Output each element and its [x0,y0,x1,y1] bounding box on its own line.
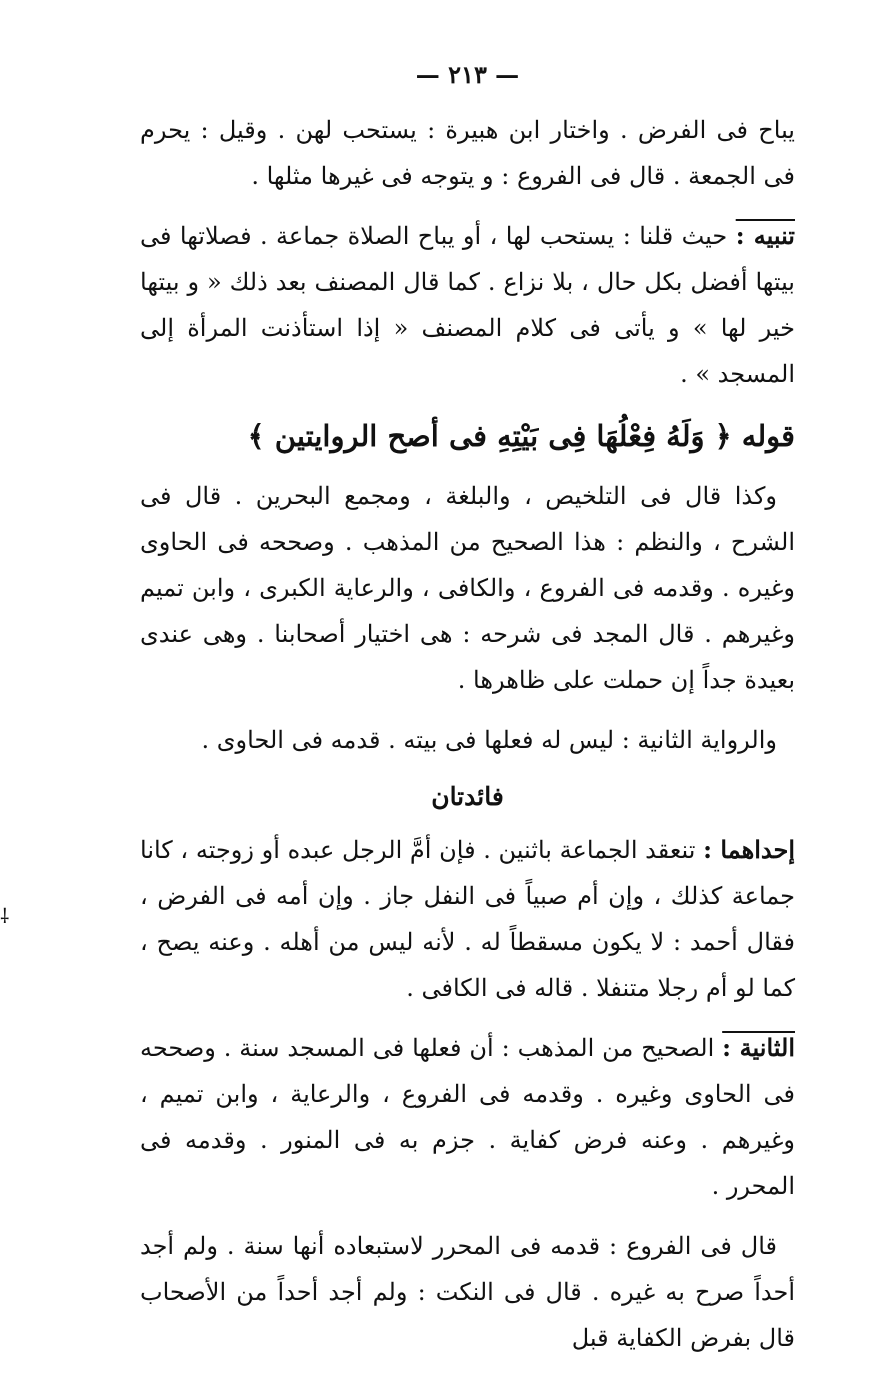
page-number: — ٢١٣ — [415,60,520,89]
paragraph-7: قال فى الفروع : قدمه فى المحرر لاستبعاده أنها سنة . ولم أجد أحداً صرح به غيره . قال فى النكت : ولم أجد أحداً من الأصحاب قال بفرض الكفاية قبل [140,1232,795,1352]
heading-prefix: قوله [741,419,795,453]
first-benefit-label: إحداهما : [703,835,795,864]
paragraph-6-text: الصحيح من المذهب : أن فعلها فى المسجد سنة . وصححه فى الحاوى وغيره . وقدمه فى الفروع ، والرعاية ، وابن تميم ، وغيرهم . وعنه فرض كفاية . جزم به فى المنور . وقدمه فى المحرر . [140,1034,795,1200]
quoted-heading [140,411,795,461]
second-benefit-label: الثانية : [722,1033,795,1062]
paragraph-4: والرواية الثانية : ليس له فعلها فى بيته . قدمه فى الحاوى . [201,726,777,754]
paragraph-5-text: تنعقد الجماعة باثنين . فإن أمَّ الرجل عبده أو زوجته ، كانا جماعة كذلك ، وإن أم صبياً فى النفل جاز . وإن أمه فى الفرض ، فقال أحمد : لا يكون مسقطاً له . لأنه ليس من أهله . وعنه يصح ، كما لو أم رجلا متنفلا . قاله فى الكافى . [140,836,795,1002]
note-label: تنبيه : [735,221,795,250]
paragraph-6 [140,1025,795,1209]
paragraph-1: يباح فى الفرض . واختار ابن هبيرة : يستحب لهن . وقيل : يحرم فى الجمعة . قال فى الفروع : و يتوجه فى غيرها مثلها . [140,116,795,190]
paragraph-2 [140,213,795,397]
paragraph-5 [140,827,795,1011]
section-title: فائدتان [431,782,504,811]
paragraph-2-text: حيث قلنا : يستحب لها ، أو يباح الصلاة جماعة . فصلاتها فى بيتها أفضل بكل حال ، بلا نزاع . كما قال المصنف بعد ذلك « و بيتها خير لها » و يأتى فى كلام المصنف « إذا استأذنت المرأة إلى المسجد » . [140,222,795,388]
margin-mark-icon: ⸸ [0,904,10,928]
page-body [140,60,795,1375]
heading-quote: ﴿ وَلَهُ فِعْلُهَا فِى بَيْتِهِ فى أصح الروايتين ﴾ [247,419,732,453]
paragraph-3: وكذا قال فى التلخيص ، والبلغة ، ومجمع البحرين . قال فى الشرح ، والنظم : هذا الصحيح من المذهب . وصححه فى الحاوى وغيره . وقدمه فى الفروع ، والكافى ، والرعاية الكبرى ، وابن تميم وغيرهم . قال المجد فى شرحه : هى اختيار أصحابنا . وهى عندى بعيدة جداً إن حملت على ظاهرها . [140,482,795,694]
